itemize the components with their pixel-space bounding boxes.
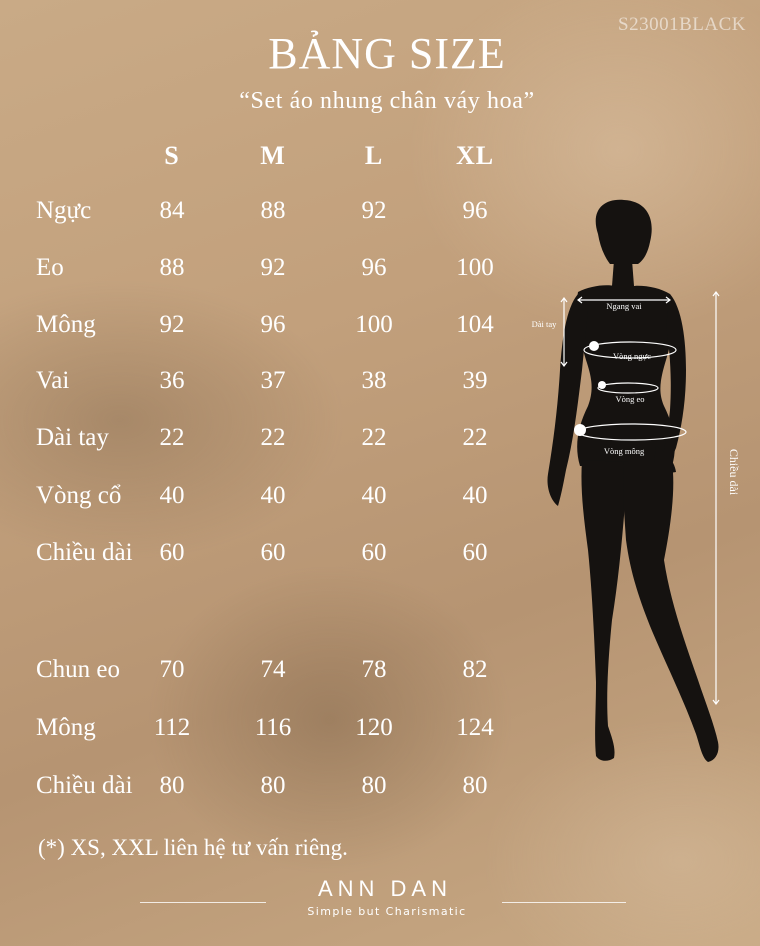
cell-value: 37 <box>260 367 286 394</box>
cell-value: 36 <box>159 367 185 394</box>
cell-value: 96 <box>462 197 488 224</box>
cell-value: 78 <box>361 656 387 683</box>
cell-value: 40 <box>462 482 488 509</box>
table-row <box>0 254 540 286</box>
length-label: Chiều dài <box>727 448 741 496</box>
cell-value: 124 <box>456 714 494 741</box>
cell-value: 116 <box>254 714 292 741</box>
hip-label: Vòng mông <box>603 446 645 456</box>
cell-value: 96 <box>260 311 286 338</box>
cell-value: 92 <box>159 311 185 338</box>
table-row <box>0 539 540 571</box>
cell-value: 88 <box>159 254 185 281</box>
cell-value: 88 <box>260 197 286 224</box>
cell-value: 82 <box>462 656 488 683</box>
cell-value: 80 <box>462 772 488 799</box>
row-label: Vai <box>36 367 70 394</box>
divider-left <box>140 902 266 903</box>
product-subtitle: “Set áo nhung chân váy hoa” <box>239 88 535 114</box>
size-header-xl: XL <box>455 141 495 170</box>
row-label: Eo <box>36 254 64 281</box>
waist-dot <box>598 381 606 389</box>
cell-value: 40 <box>361 482 387 509</box>
brand-logo: ANN DAN <box>317 876 452 901</box>
size-header-m: M <box>260 141 286 170</box>
body-silhouette <box>547 200 718 762</box>
cell-value: 120 <box>355 714 393 741</box>
cell-value: 40 <box>159 482 185 509</box>
divider-right <box>502 902 626 903</box>
chest-dot <box>589 341 599 351</box>
cell-value: 80 <box>159 772 185 799</box>
chest-label: Vòng ngực <box>613 351 651 361</box>
hip-dot <box>574 424 586 436</box>
size-header-s: S <box>164 141 180 170</box>
table-row <box>0 482 540 514</box>
row-label: Chiều dài <box>36 772 133 799</box>
cell-value: 39 <box>462 367 488 394</box>
product-code: S23001BLACK <box>618 14 746 35</box>
table-row <box>0 311 540 343</box>
size-header-l: L <box>364 141 384 170</box>
row-label: Dài tay <box>36 424 109 451</box>
table-row <box>0 367 540 399</box>
table-row <box>0 424 540 456</box>
cell-value: 60 <box>462 539 488 566</box>
table-row <box>0 656 540 688</box>
table-row <box>0 197 540 229</box>
waist-label: Vòng eo <box>615 394 645 404</box>
table-row <box>0 772 540 804</box>
cell-value: 22 <box>159 424 185 451</box>
sleeve-label: Dài tay <box>531 319 557 329</box>
cell-value: 60 <box>260 539 286 566</box>
footnote: (*) XS, XXL liên hệ tư vấn riêng. <box>38 835 348 860</box>
cell-value: 38 <box>361 367 387 394</box>
cell-value: 80 <box>361 772 387 799</box>
cell-value: 96 <box>361 254 387 281</box>
row-label: Vòng cổ <box>36 482 122 509</box>
cell-value: 70 <box>159 656 185 683</box>
cell-value: 92 <box>361 197 387 224</box>
row-label: Chun eo <box>36 656 121 683</box>
cell-value: 92 <box>260 254 286 281</box>
cell-value: 80 <box>260 772 286 799</box>
cell-value: 60 <box>159 539 185 566</box>
row-label: Ngực <box>36 197 92 224</box>
table-row <box>0 714 540 746</box>
cell-value: 60 <box>361 539 387 566</box>
cell-value: 112 <box>153 714 191 741</box>
cell-value: 84 <box>159 197 185 224</box>
cell-value: 22 <box>260 424 286 451</box>
body-measurement-diagram <box>520 190 750 780</box>
cell-value: 40 <box>260 482 286 509</box>
cell-value: 104 <box>456 311 494 338</box>
row-label: Chiều dài <box>36 539 133 566</box>
cell-value: 100 <box>355 311 393 338</box>
shoulder-label: Ngang vai <box>606 301 642 311</box>
cell-value: 22 <box>462 424 488 451</box>
row-label: Mông <box>36 311 96 338</box>
cell-value: 22 <box>361 424 387 451</box>
row-label: Mông <box>36 714 96 741</box>
page-title: BẢNG SIZE <box>268 29 506 78</box>
brand-tagline: Simple but Charismatic <box>307 905 467 918</box>
cell-value: 100 <box>456 254 494 281</box>
cell-value: 74 <box>260 656 286 683</box>
